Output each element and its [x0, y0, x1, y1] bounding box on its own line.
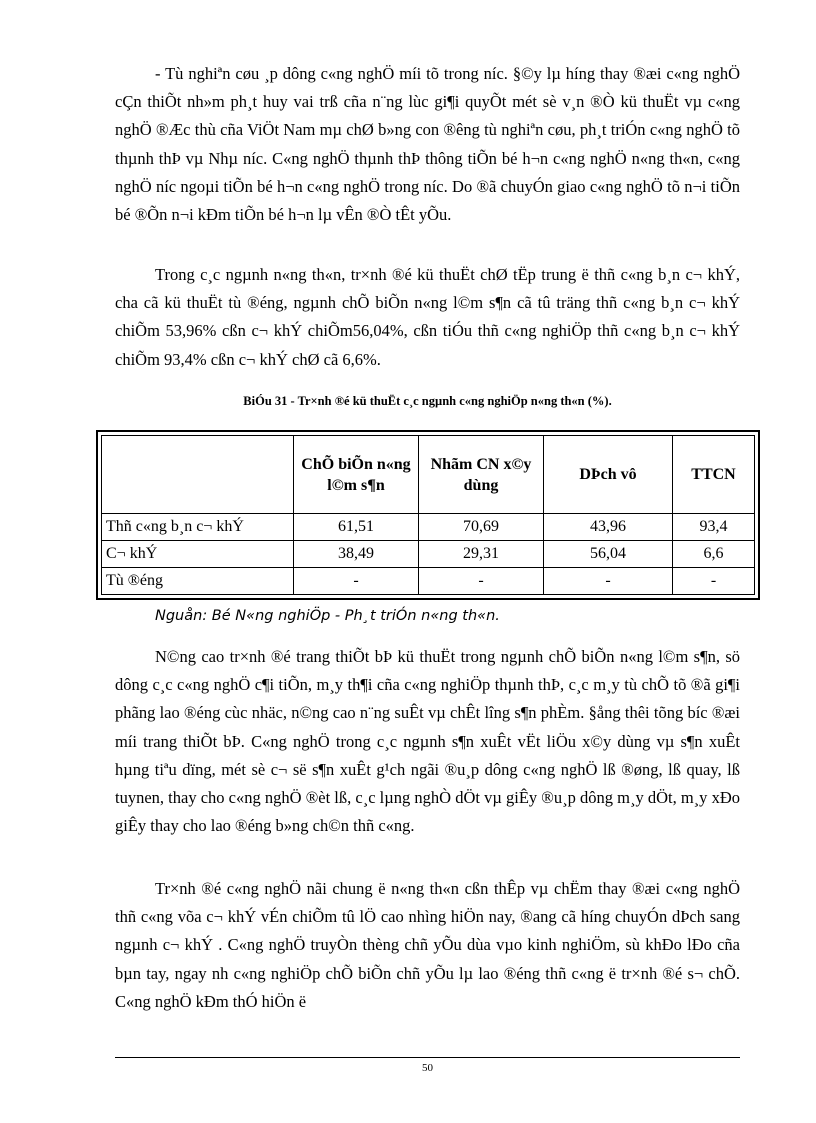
- table-row: [102, 514, 755, 541]
- body-paragraph: N©ng cao tr×nh ®é trang thiÕt bÞ kü thuËt trong ngµnh chÕ biÕn n«ng l©m s¶n, sö dông c¸c c«ng nghÖ c¶i tiÕn, m¸y th¶i cña c«ng nghiÖp thµnh thÞ, c¸c m¸y tù chÕ tõ ®ã gi¶i phãng lao ®éng cùc nhäc, n©ng cao n¨ng suÊt vµ chÊt lîng s¶n phÈm. §ång thêi tõng bíc ®æi míi trang thiÕt bÞ. C«ng nghÖ trong c¸c ngµnh s¶n xuÊt vËt liÖu x©y dùng vµ s¶n xuÊt hµng tiªu dïng, mét sè c¬ së s¶n xuÊt g¹ch ngãi ®u¸p dông c«ng nghÖ lß ®øng, lß quay, lß tuynen, thay cho c«ng nghÖ ®èt lß, c¸c lµng nghÒ dÖt vµ giÊy ®u¸p dông m¸y dÖt, m¸y xÐo giÊy thay cho lao ®éng b»ng ch©n thñ c«ng.: [115, 647, 740, 836]
- table-cell: 61,51: [294, 514, 419, 541]
- data-table: [101, 435, 755, 595]
- table-cell: -: [673, 568, 755, 595]
- table-cell: 56,04: [544, 541, 673, 568]
- table-cell: -: [419, 568, 544, 595]
- table-header-cell: ChÕ biÕn n«ng l©m s¶n: [294, 436, 419, 514]
- table-cell: 29,31: [419, 541, 544, 568]
- table-header-row: [102, 436, 755, 514]
- table-cell: 93,4: [673, 514, 755, 541]
- body-paragraph: Tr×nh ®é c«ng nghÖ nãi chung ë n«ng th«n cßn thÊp vµ chËm thay ®æi c«ng nghÖ thñ c«ng võa c¬ khÝ vÉn chiÕm tû lÖ cao nhìng hiÖn nay, ®ang cã híng chuyÓn dÞch sang ngµnh c¬ khÝ . C«ng nghÖ truyÒn thèng chñ yÕu dùa vµo kinh nghiÖm, sù khÐo lÐo cña bµn tay, ngay nh c«ng nghiÖp chÕ biÕn chñ yÕu lµ lao ®éng thñ c«ng ë tr×nh ®é s¬ chÕ. C«ng nghÖ kÐm thÓ hiÖn ë: [115, 879, 740, 1011]
- table-header-cell: Nhãm CN x©y dùng: [419, 436, 544, 514]
- table-caption: BiÓu 31 - Tr×nh ®é kü thuËt c¸c ngµnh c«ng nghiÖp n«ng th«n (%).: [243, 394, 612, 408]
- table-row: [102, 568, 755, 595]
- page-number: 50: [422, 1062, 433, 1074]
- table-frame: [96, 430, 760, 600]
- table-header-cell: [102, 436, 294, 514]
- row-label: C¬ khÝ: [102, 541, 294, 568]
- table-cell: 70,69: [419, 514, 544, 541]
- table-source-note: Nguån: Bé N«ng nghiÖp - Ph¸t triÓn n«ng th«n.: [155, 608, 500, 624]
- row-label: Tù ®éng: [102, 568, 294, 595]
- table-cell: -: [294, 568, 419, 595]
- body-paragraph: - Tù nghiªn cøu ¸p dông c«ng nghÖ míi tõ trong níc. §©y lµ híng thay ®æi c«ng nghÖ cÇn thiÕt nh»m ph¸t huy vai trß cña n¨ng lùc gi¶i quyÕt mét sè v¸n ®Ò kü thuËt vµ c«ng nghÖ ®Æc thù cña ViÖt Nam mµ chØ b»ng con ®êng tù nghiªn cøu, ph¸t triÓn c«ng nghÖ tõ thµnh thÞ vµ Nhµ níc. C«ng nghÖ thµnh thÞ thông tiÕn bé h¬n c«ng nghÖ n«ng th«n, c«ng nghÖ níc ngoµi tiÕn bé h¬n c«ng nghÖ trong níc. Do ®ã chuyÓn giao c«ng nghÖ tõ n¬i tiÕn bé ®Õn n¬i kÐm tiÕn bé h¬n lµ vÊn ®Ò tÊt yÕu.: [115, 64, 740, 225]
- body-paragraph: Trong c¸c ngµnh n«ng th«n, tr×nh ®é kü thuËt chØ tËp trung ë thñ c«ng b¸n c¬ khÝ, cha cã kü thuËt tù ®éng, ngµnh chÕ biÕn n«ng l©m s¶n cã tû träng thñ c«ng b¸n c¬ khÝ chiÕm 53,96% cßn c¬ khÝ chiÕm56,04%, cßn tiÓu thñ c«ng nghiÖp thñ c«ng b¸n c¬ khÝ chiÕm 93,4% cßn c¬ khÝ chØ cã 6,6%.: [115, 265, 740, 369]
- table-cell: -: [544, 568, 673, 595]
- footer-divider: [115, 1057, 740, 1058]
- table-cell: 6,6: [673, 541, 755, 568]
- table-cell: 38,49: [294, 541, 419, 568]
- table-row: [102, 541, 755, 568]
- row-label: Thñ c«ng b¸n c¬ khÝ: [102, 514, 294, 541]
- table-cell: 43,96: [544, 514, 673, 541]
- table-header-cell: TTCN: [673, 436, 755, 514]
- table-header-cell: DÞch vô: [544, 436, 673, 514]
